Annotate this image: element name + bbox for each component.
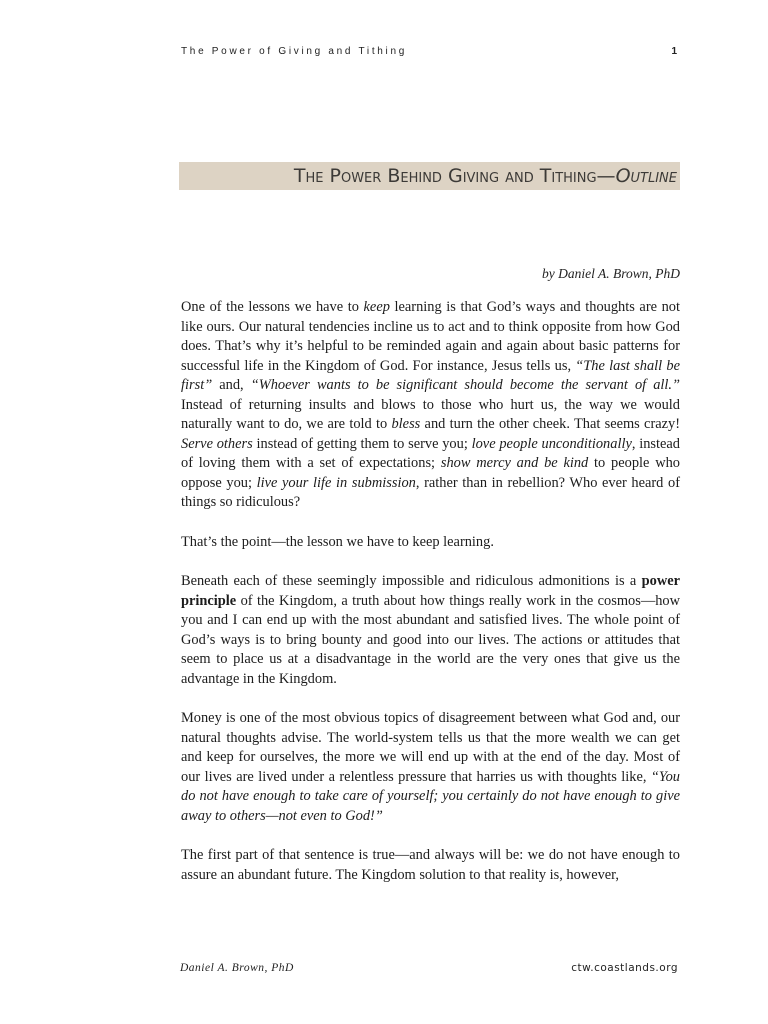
paragraph-text: Money is one of the most obvious topics of disagreement between what God and, our natural thoughts advise. The world-system tells us that the more wealth we can get and keep for ourselves, the more we will end up with at the end of the day. Most of our lives are lived under a relentless pressure that harries us with thoughts like,: [181, 710, 680, 785]
emphasis-text: Serve others: [181, 435, 253, 452]
paragraph-text: instead of getting them to serve you;: [252, 435, 472, 452]
page-number: 1: [671, 46, 677, 57]
emphasis-text: show mercy and be kind: [440, 455, 589, 471]
paragraph-text: , rather than in rebellion? Who ever heard of things so ridiculous?: [181, 474, 680, 510]
title-main: The Power Behind Giving and Tithing—: [293, 165, 616, 187]
paragraph-text: The first part of that sentence is true—and always will be: we do not have enough to assure an abundant future. The Kingdom solution to that reality is, however,: [181, 847, 680, 883]
document-title: [294, 163, 677, 189]
bold-text: power principle: [181, 573, 680, 609]
paragraph-text: One of the lessons we have to: [181, 299, 364, 315]
paragraph-text: of the Kingdom, a truth about how things really work in the cosmos—how you and I can end up with the most abundant and satisfied lives. The whole point of God’s ways is to bring bounty and good into our lives. The actions or attitudes that seem to place us at a disadvantage in the world are the very ones that give us the advantage in the Kingdom.: [181, 592, 680, 687]
running-footer: [180, 962, 678, 974]
paragraph-5: [181, 846, 680, 885]
footer-website: ctw.coastlands.org: [571, 962, 678, 974]
paragraph-text: , instead of loving them with a set of expectations;: [181, 435, 680, 471]
paragraph-text: and turn the other cheek. That seems crazy!: [420, 416, 681, 432]
paragraph-text: Beneath each of these seemingly impossible and ridiculous admonitions is a: [181, 573, 642, 589]
emphasis-text: live your life in submission: [256, 474, 416, 491]
body-text: [181, 298, 680, 885]
title-emphasis: Outline: [615, 165, 677, 187]
emphasis-text: bless: [391, 416, 421, 432]
paragraph-3: [181, 572, 680, 689]
running-title: The Power of Giving and Tithing: [181, 46, 407, 57]
paragraph-1: [181, 298, 680, 513]
paragraph-4: [181, 709, 680, 826]
paragraph-text: and,: [212, 377, 251, 393]
running-header: [181, 46, 677, 57]
paragraph-text: That’s the point—the lesson we have to keep learning.: [181, 533, 494, 550]
byline: by Daniel A. Brown, PhD: [542, 266, 680, 281]
footer-author: Daniel A. Brown, PhD: [180, 962, 294, 974]
paragraph-2: [181, 533, 680, 553]
emphasis-text: “Whoever wants to be significant should become the servant of all.”: [250, 377, 680, 393]
emphasis-text: keep: [363, 299, 390, 315]
emphasis-text: love people unconditionally: [471, 435, 632, 452]
paragraph-text: Instead of returning insults and blows to those who hurt us, the way we would naturally want to do, we are told to: [181, 396, 680, 432]
emphasis-text: “You do not have enough to take care of yourself; you certainly do not have enough to give away to others—not even to God!”: [181, 768, 680, 824]
emphasis-text: “The last shall be first”: [181, 357, 680, 393]
paragraph-text: learning is that God’s ways and thoughts are not like ours. Our natural tendencies incline us to act and to think opposite from how God does. That’s why it’s helpful to be reminded again and again about basic patterns for successful life in the Kingdom of God. For instance, Jesus tells us,: [181, 299, 680, 374]
title-banner: [179, 162, 680, 190]
paragraph-text: to people who oppose you;: [181, 455, 680, 491]
